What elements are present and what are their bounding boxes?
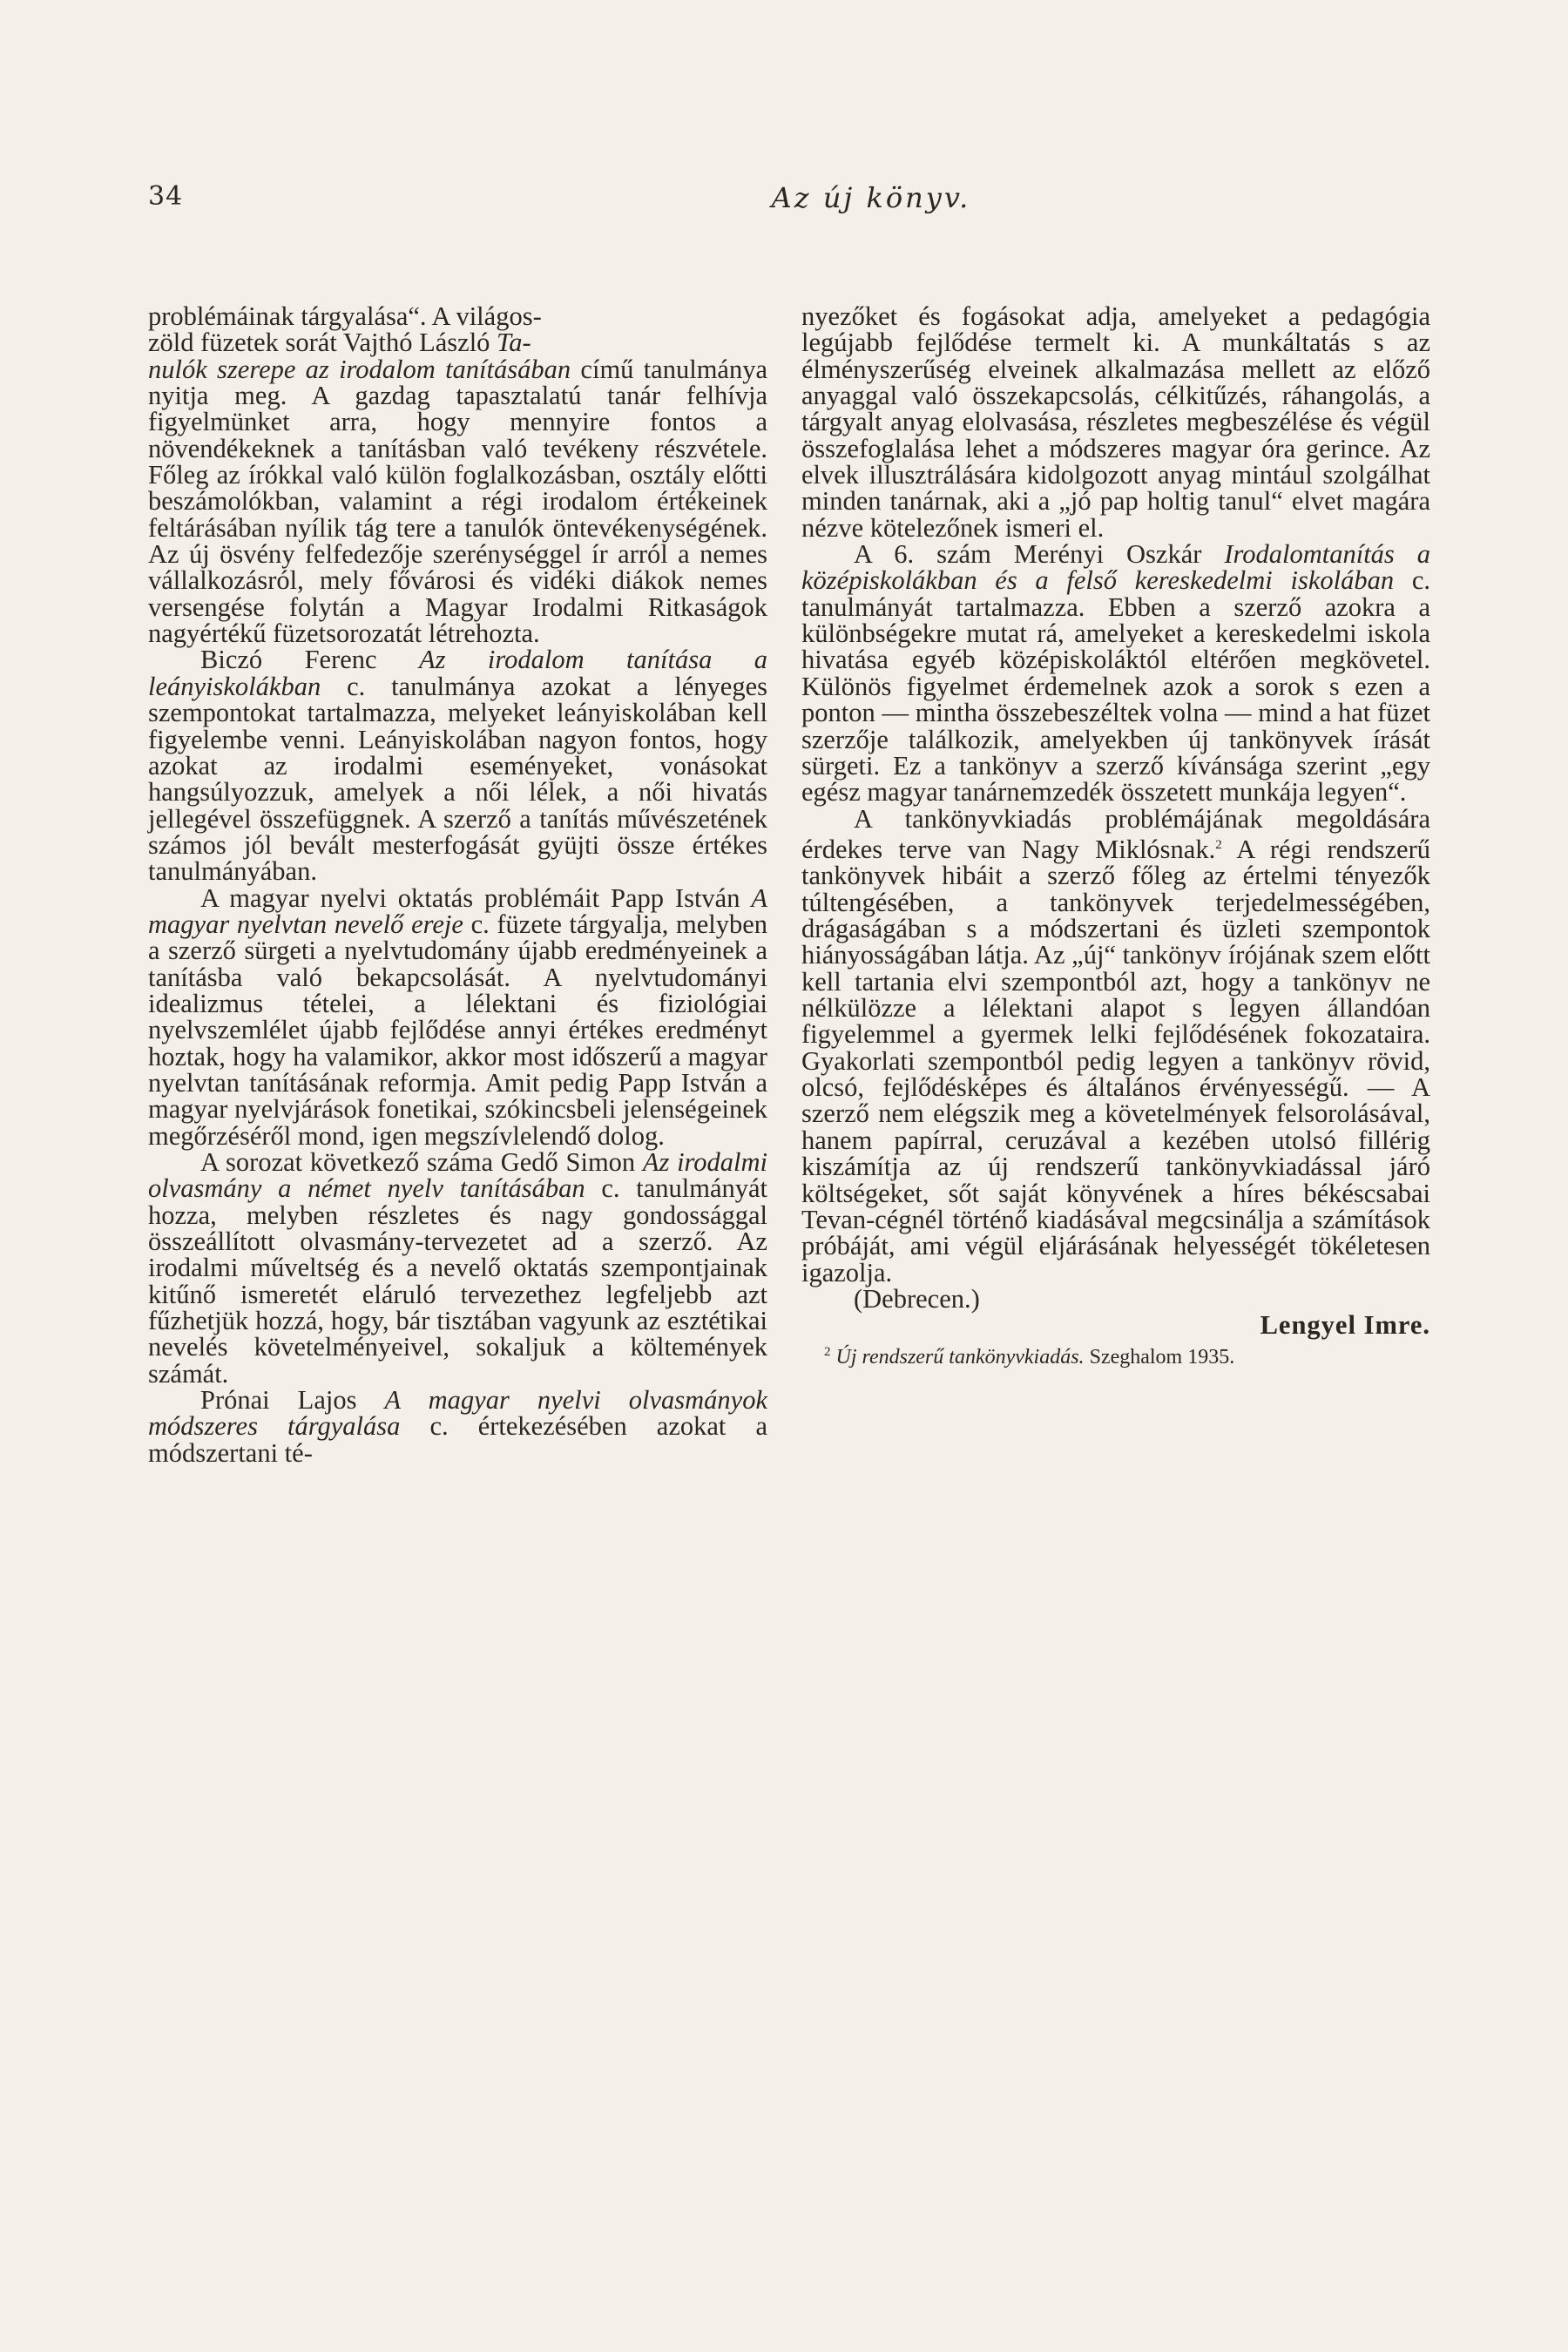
- paragraph: problémáinak tárgyalása“. A világos- zöld füzetek sorát Vajthó László Ta- nulók szerepe az irodalom tanításában című tanulmánya nyitja meg. A gazdag tapasztalatú tanár felhívja figyelmünket arra, hogy mennyire fontos a növendékeknek a tanításban való tevékeny részvétele. Főleg az írókkal való külön foglalkozásban, osztály előtti beszámolókban, valamint a régi irodalom értékeinek feltárásában nyílik tág tere a tanulók öntevékenységének. Az új ösvény felfedezője szerénységgel ír arról a nemes vállalkozásról, mely fővárosi és vidéki diákok nemes versengése folytán a Magyar Irodalmi Ritkaságok nagyértékű füzetsorozatát létrehozta.: [148, 301, 767, 649]
- paragraph: nyezőket és fogásokat adja, amelyeket a pedagógia legújabb fejlődése termelt ki. A munkáltatás s az élményszerűség elveinek alkalmazása mellett az előző anyaggal való összekapcsolás, célkitűzés, ráhangolás, a tárgyalt anyag elolvasása, részletes megbeszélése és végül összefoglalása lehet a módszeres magyar óra gerince. Az elvek illusztrálására kidolgozott anyag mintául szolgálhat minden tanárnak, aki a „jó pap holtig tanul“ elvet magára nézve kötelezőnek ismeri el.: [801, 301, 1430, 543]
- footnote-reference: 2: [1215, 837, 1222, 852]
- paragraph: A tankönyvkiadás problémájának megoldására érdekes terve van Nagy Miklósnak.$^2$ A régi rendszerű tankönyvek hibáit a szerző főleg az értelmi tényezők túltengésében, a tankönyvek terjedelmességében, drágaságában s a módszertani és üzleti szempontok hiányosságában látja. Az „új“ tankönyv írójának szem előtt kell tartania elvi szempontból azt, hogy a tankönyv ne nélkülözze a lélektani alapot s legyen állandóan figyelemmel a gyermek lelki fejlődésének fokozataira. Gyakorlati szempontból pedig legyen a tankönyv rövid, olcsó, fejlődésképes és általános érvényességű. — A szerző nem elégszik meg a követelmények felsorolásával, hanem papírral, ceruzával a kezében utolsó fillérig kiszámítja az új rendszerű tankönyvkiadással járó költségeket, sőt saját könyvének a híres békéscsabai Tevan-cégnél történő kiadásával megcsinálja a számítások próbáját, ami végül eljárásának helyességét tökéletesen igazolja.: [801, 803, 1431, 1288]
- left-column: [148, 303, 767, 1466]
- footnote: $^2$ Új rendszerű tankönyvkiadás. Szeghalom 1935.: [824, 1344, 1235, 1369]
- paragraph: A magyar nyelvi oktatás problémáit Papp István A magyar nyelvtan nevelő ereje c. füzete tárgyalja, melyben a szerző sürgeti a nyelvtudomány újabb eredményeinek a tanításba való bekapcsolását. A nyelvtudományi idealizmus tételei, a lélektani és fiziológiai nyelvszemlélet újabb fejlődése annyi értékes eredményt hoztak, hogy ha valamikor, akkor most időszerű a magyar nyelvtan tanításának reformja. Amit pedig Papp István a magyar nyelvjárások fonetikai, szókincsbeli jelenségeinek megőrzéséről mond, igen megszívlelendő dolog.: [148, 882, 767, 1151]
- running-head: [148, 181, 1420, 216]
- running-title: Az új könyv.: [771, 181, 971, 214]
- right-column: [801, 303, 1430, 1370]
- page-number: 34: [148, 181, 184, 212]
- paragraph: A 6. szám Merényi Oszkár Irodalomtanítás a középiskolákban és a felső kereskedelmi iskolában c. tanulmányát tartalmazza. Ebben a szerző azokra a különbségekre mutat rá, amelyeket a kereskedelmi iskola hivatása egyéb középiskoláktól eltérően megkövetel. Különös figyelmet érdemelnek azok a sorok s ezen a ponton — mintha összebeszéltek volna — mind a hat füzet szerzője találkozik, amelyekben új tankönyvek írását sürgeti. Ez a tankönyv a szerző kívánsága szerint „egy egész magyar tanárnemzedék összetett munkája legyen“.: [801, 539, 1430, 808]
- paragraph: Biczó Ferenc Az irodalom tanítása a leányiskolákban c. tanulmánya azokat a lényeges szempontokat tartalmazza, melyeket leányiskolában kell figyelembe venni. Leányiskolában nagyon fontos, hogy azokat az irodalmi eseményeket, vonásokat hangsúlyozzuk, amelyek a női lélek, a női hivatás jellegével összefüggnek. A szerző a tanítás művészetének számos jól bevált mesterfogását gyüjti össze értékes tanulmányában.: [148, 645, 767, 887]
- paragraph: Prónai Lajos A magyar nyelvi olvasmányok módszeres tárgyalása c. értekezésében azokat a módszertani té-: [148, 1385, 767, 1468]
- place-line: (Debrecen.): [854, 1283, 980, 1314]
- author-signature: Lengyel Imre.: [1260, 1310, 1430, 1341]
- paragraph: A sorozat következő száma Gedő Simon Az irodalmi olvasmány a német nyelv tanításában c. tanulmányát hozza, melyben részletes és nagy gondossággal összeállított olvasmány-tervezetet ad a szerző. Az irodalmi műveltség és a nevelő oktatás szempontjainak kitűnő ismeretét eláruló tervezethez legfeljebb azt fűzhetjük hozzá, hogy, bár tisztában vagyunk az esztétikai nevelés követelményeivel, sokaljuk a költemények számát.: [148, 1147, 768, 1389]
